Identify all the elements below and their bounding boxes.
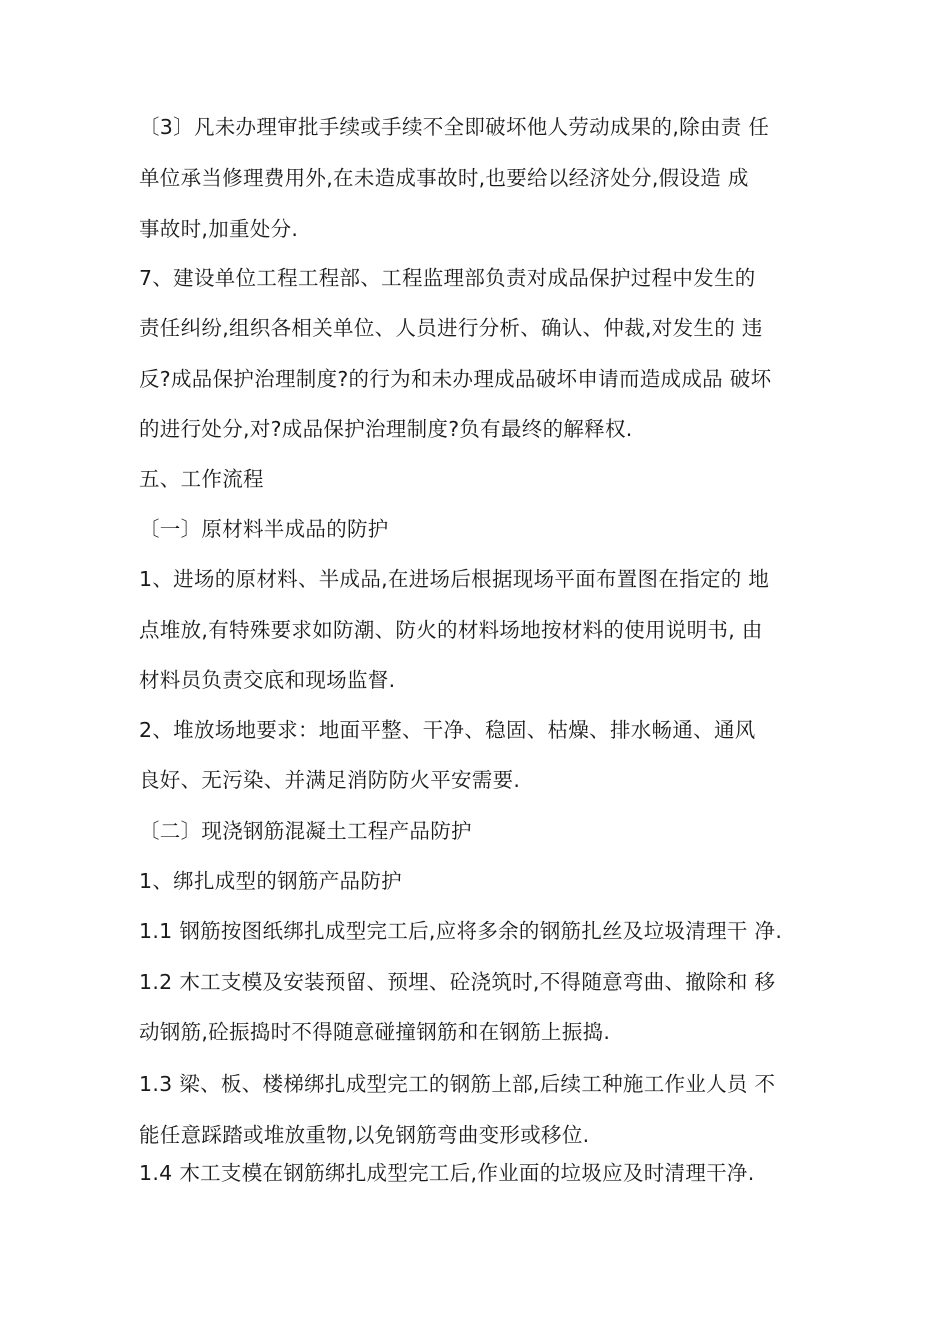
text-line: 能任意踩踏或堆放重物,以免钢筋弯曲变形或移位. [139, 1123, 590, 1147]
text-line: 的进行处分,对?成品保护治理制度?负有最终的解释权. [139, 417, 633, 441]
text-line: 反?成品保护治理制度?的行为和未办理成品破坏申请而造成成品 破坏 [139, 367, 772, 391]
text-line: 单位承当修理费用外,在未造成事故时,也要给以经济处分,假设造 成 [139, 166, 749, 190]
text-line: 动钢筋,砼振捣时不得随意碰撞钢筋和在钢筋上振捣. [139, 1020, 611, 1044]
text-line: 1、进场的原材料、半成品,在进场后根据现场平面布置图在指定的 地 [139, 567, 770, 591]
text-line: 材料员负责交底和现场监督. [139, 668, 396, 692]
text-line: 点堆放,有特殊要求如防潮、防火的材料场地按材料的使用说明书, 由 [139, 618, 763, 642]
text-line: 〔3〕凡未办理审批手续或手续不全即破坏他人劳动成果的,除由责 任 [139, 115, 770, 139]
subsection-heading: 〔一〕原材料半成品的防护 [139, 517, 389, 541]
text-line: 1.3 梁、板、楼梯绑扎成型完工的钢筋上部,后续工种施工作业人员 不 [139, 1072, 776, 1096]
text-line: 1.4 木工支模在钢筋绑扎成型完工后,作业面的垃圾应及时清理干净. [139, 1161, 755, 1185]
text-line: 事故时,加重处分. [139, 217, 299, 241]
text-line: 7、建设单位工程工程部、工程监理部负责对成品保护过程中发生的 [139, 266, 756, 290]
text-line: 2、堆放场地要求：地面平整、干净、稳固、枯燥、排水畅通、通风 [139, 718, 756, 742]
subsection-heading: 〔二〕现浇钢筋混凝土工程产品防护 [139, 819, 472, 843]
section-heading: 五、工作流程 [139, 467, 264, 491]
text-line: 良好、无污染、并满足消防防火平安需要. [139, 768, 521, 792]
text-line: 1.2 木工支模及安装预留、预埋、砼浇筑时,不得随意弯曲、撤除和 移 [139, 970, 776, 994]
item-heading: 1、绑扎成型的钢筋产品防护 [139, 869, 402, 893]
text-line: 1.1 钢筋按图纸绑扎成型完工后,应将多余的钢筋扎丝及垃圾清理干 净. [139, 919, 783, 943]
text-line: 责任纠纷,组织各相关单位、人员进行分析、确认、仲裁,对发生的 违 [139, 316, 763, 340]
